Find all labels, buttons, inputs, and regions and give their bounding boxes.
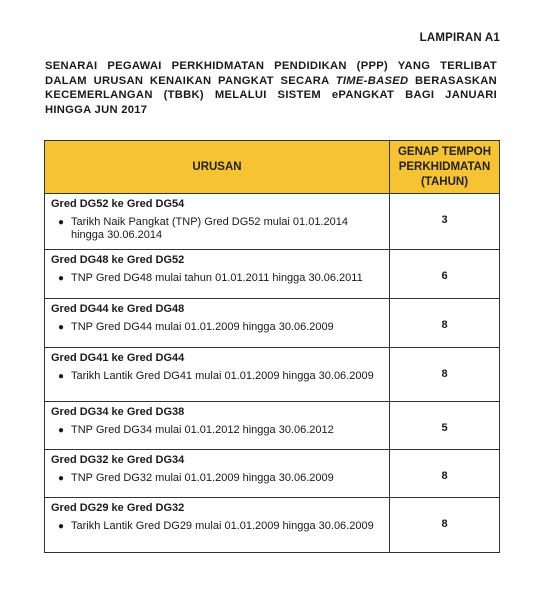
years-value: 6 xyxy=(441,270,448,282)
detail-text: Tarikh Lantik Gred DG29 mulai 01.01.2009 hingga 30.06.2009 xyxy=(71,520,374,532)
grade-title: Gred DG48 ke Gred DG52 xyxy=(51,254,185,266)
urusan-cell xyxy=(45,348,390,402)
table-row xyxy=(45,450,500,498)
years-value: 8 xyxy=(441,368,448,380)
table-row xyxy=(45,250,500,299)
years-cell xyxy=(390,299,500,348)
detail-item xyxy=(51,321,383,334)
document-title xyxy=(45,59,497,117)
title-part-1: SENARAI PEGAWAI PERKHIDMATAN PENDIDIKAN (PPP) YANG TERLIBAT DALAM URUSAN KENAIKAN PANGKAT SECARA xyxy=(45,60,497,87)
table-header-row xyxy=(45,141,500,194)
grade-title: Gred DG29 ke Gred DG32 xyxy=(51,502,185,514)
detail-text: Tarikh Naik Pangkat (TNP) Gred DG52 mulai 01.01.2014 hingga 30.06.2014 xyxy=(71,216,348,241)
urusan-cell xyxy=(45,498,390,553)
urusan-cell xyxy=(45,450,390,498)
grade-title: Gred DG32 ke Gred DG34 xyxy=(51,454,185,466)
years-value: 5 xyxy=(441,422,448,434)
urusan-cell xyxy=(45,299,390,348)
years-value: 8 xyxy=(441,319,448,331)
bullet-icon: ● xyxy=(57,425,65,436)
detail-text: TNP Gred DG34 mulai 01.01.2012 hingga 30.06.2012 xyxy=(71,424,334,436)
years-value: 3 xyxy=(441,214,448,226)
detail-item xyxy=(51,424,383,437)
detail-item xyxy=(51,472,383,485)
years-cell xyxy=(390,348,500,402)
bullet-icon: ● xyxy=(57,217,65,228)
header-line-1: GENAP TEMPOH xyxy=(397,145,492,158)
bullet-icon: ● xyxy=(57,322,65,333)
header-line-3: (TAHUN) xyxy=(420,175,469,188)
bullet-icon: ● xyxy=(57,473,65,484)
table-row xyxy=(45,402,500,450)
detail-text: TNP Gred DG44 mulai 01.01.2009 hingga 30.06.2009 xyxy=(71,321,334,333)
detail-text: TNP Gred DG32 mulai 01.01.2009 hingga 30.06.2009 xyxy=(71,472,334,484)
years-value: 8 xyxy=(441,518,448,530)
annex-label: LAMPIRAN A1 xyxy=(419,32,500,44)
urusan-cell xyxy=(45,250,390,299)
detail-item xyxy=(51,216,383,242)
detail-text: Tarikh Lantik Gred DG41 mulai 01.01.2009 hingga 30.06.2009 xyxy=(71,370,374,382)
bullet-icon: ● xyxy=(57,521,65,532)
detail-item xyxy=(51,520,383,533)
grade-title: Gred DG52 ke Gred DG54 xyxy=(51,198,185,210)
years-value: 8 xyxy=(441,470,448,482)
promotion-table xyxy=(44,140,499,553)
grade-title: Gred DG34 ke Gred DG38 xyxy=(51,406,185,418)
header-service-period xyxy=(390,141,500,194)
table-row xyxy=(45,299,500,348)
detail-item xyxy=(51,370,383,383)
urusan-cell xyxy=(45,194,390,250)
years-cell xyxy=(390,450,500,498)
years-cell xyxy=(390,498,500,553)
years-cell xyxy=(390,402,500,450)
grade-title: Gred DG41 ke Gred DG44 xyxy=(51,352,185,364)
header-urusan: URUSAN xyxy=(45,141,390,194)
table-row xyxy=(45,194,500,250)
urusan-cell xyxy=(45,402,390,450)
table-row xyxy=(45,348,500,402)
title-part-2: BERASASKAN KECEMERLANGAN (TBBK) MELALUI SISTEM ePANGKAT BAGI JANUARI HINGGA JUN 2017 xyxy=(45,74,497,116)
bullet-icon: ● xyxy=(57,273,65,284)
grade-title: Gred DG44 ke Gred DG48 xyxy=(51,303,185,315)
years-cell xyxy=(390,250,500,299)
detail-item xyxy=(51,272,383,285)
title-emphasis: TIME-BASED xyxy=(335,74,409,87)
detail-text: TNP Gred DG48 mulai tahun 01.01.2011 hingga 30.06.2011 xyxy=(71,272,363,284)
table-row xyxy=(45,498,500,553)
years-cell xyxy=(390,194,500,250)
header-line-2: PERKHIDMATAN xyxy=(398,160,491,173)
bullet-icon: ● xyxy=(57,371,65,382)
